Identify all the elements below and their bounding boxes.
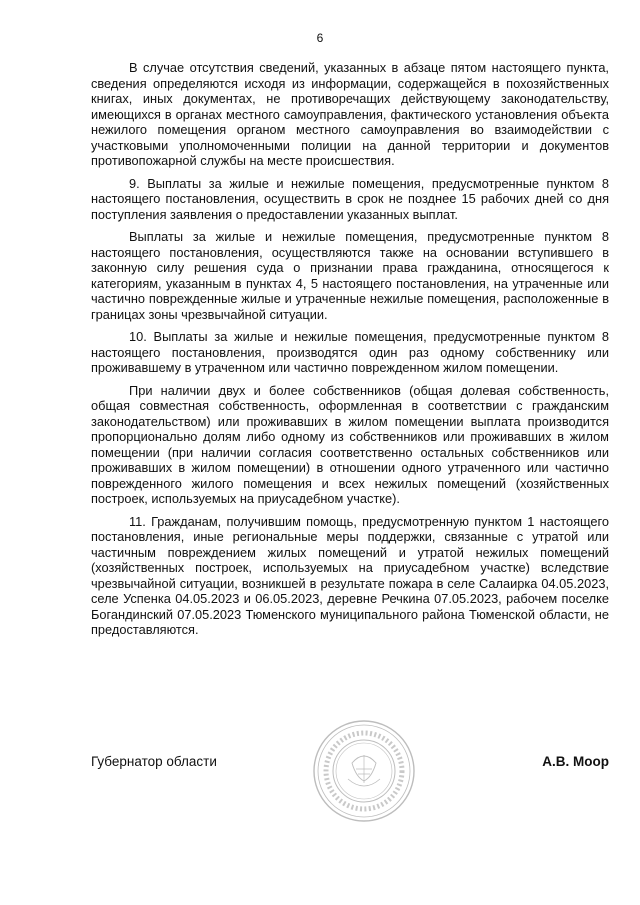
paragraph-3: Выплаты за жилые и нежилые помещения, предусмотренные пунктом 8 настоящего постановления, осуществляются также на основании вступившего в законную силу решения суда о признании права гражданина, относящегося к категориям, указанным в пунктах 4, 5 настоящего постановления, на утраченные или частично поврежденные жилые и утраченные нежилые помещения, расположенные в границах зоны чрезвычайной ситуации. (91, 229, 609, 322)
paragraph-1: В случае отсутствия сведений, указанных в абзаце пятом настоящего пункта, сведения определяются исходя из информации, содержащейся в похозяйственных книгах, иных документах, не противоречащих действующему законодательству, имеющихся в органах местного самоуправления, фактического установления объекта нежилого помещения органом местного самоуправления во взаимодействии с участковыми уполномоченными полиции на данной территории и документов противопожарной службы на месте происшествия. (91, 60, 609, 168)
document-body (91, 60, 609, 645)
paragraph-2: 9. Выплаты за жилые и нежилые помещения, предусмотренные пунктом 8 настоящего постановления, осуществить в срок не позднее 15 рабочих дней со дня поступления заявления о предоставлении указанных выплат. (91, 175, 609, 222)
page-number: 6 (316, 31, 324, 45)
signatory-position: Губернатор области (91, 754, 217, 769)
paragraph-5: При наличии двух и более собственников (общая долевая собственность, общая совместная собственность, оформленная в соответствии с гражданским законодательством) или проживавших в жилом помещении выплата производится пропорционально долям либо одному из собственников или проживавших в жилом помещении (при наличии согласия соответственно остальных собственников или проживавших в жилом помещении) в отношении одного утраченного или частично поврежденного жилого помещения и всех нежилых помещений (хозяйственных построек, используемых на приусадебном участке). (91, 382, 609, 506)
paragraph-6: 11. Гражданам, получившим помощь, предусмотренную пунктом 1 настоящего постановления, иные региональные меры поддержки, связанные с утратой или частичным повреждением жилых помещений и утратой нежилых помещений (хозяйственных построек, используемых на приусадебном участке) вследствие чрезвычайной ситуации, возникшей в результате пожара в селе Салаирка 04.05.2023, селе Успенка 04.05.2023 и 06.05.2023, деревне Речкина 07.05.2023, рабочем поселке Богандинский 07.05.2023 Тюменского муниципального района Тюменской области, не предоставляются. (91, 513, 609, 637)
signatory-name: А.В. Моор (542, 754, 609, 769)
signature-block (91, 753, 609, 773)
paragraph-4: 10. Выплаты за жилые и нежилые помещения, предусмотренные пунктом 8 настоящего постановления, производятся один раз одному собственнику или проживавшему в утраченном или частично поврежденном жилом помещении. (91, 329, 609, 375)
